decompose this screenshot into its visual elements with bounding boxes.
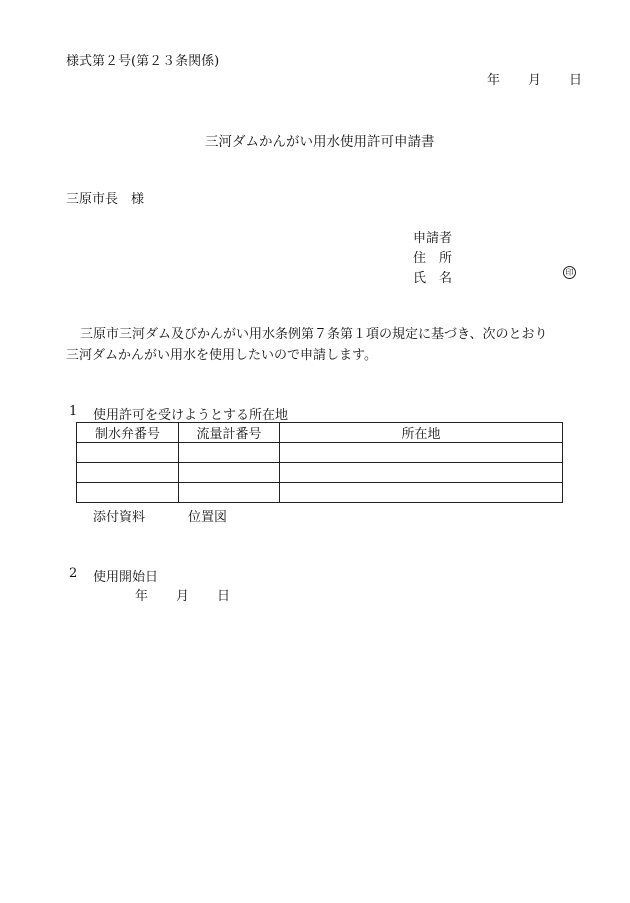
table-row (77, 463, 563, 483)
body-text-line-2: 三河ダムかんがい用水を使用したいので申請します。 (66, 348, 377, 363)
location-table (76, 422, 563, 503)
date-month: 月 (528, 73, 542, 88)
table-row (77, 483, 563, 503)
date-day: 日 (569, 73, 583, 88)
start-date-year: 年 (135, 589, 149, 604)
header-meter-number: 流量計番号 (179, 423, 280, 443)
addressee: 三原市長 様 (66, 192, 145, 207)
attachment-label: 添付資料 (93, 510, 146, 525)
attachment-value: 位置図 (188, 510, 228, 525)
address-label: 住 所 (413, 251, 453, 266)
valve-number-cell[interactable] (77, 483, 179, 503)
name-label: 氏 名 (413, 271, 453, 286)
valve-number-cell[interactable] (77, 443, 179, 463)
location-cell[interactable] (280, 483, 563, 503)
start-date-day: 日 (217, 589, 231, 604)
meter-number-cell[interactable] (179, 483, 280, 503)
table-row (77, 443, 563, 463)
location-cell[interactable] (280, 463, 563, 483)
valve-number-cell[interactable] (77, 463, 179, 483)
form-number: 様式第２号(第２３条関係) (66, 54, 220, 69)
body-text-line-1: 三原市三河ダム及びかんがい用水条例第７条第１項の規定に基づき、次のとおり (80, 327, 548, 342)
header-location: 所在地 (280, 423, 563, 443)
section2-title: 使用開始日 (93, 570, 159, 585)
section2-number: 2 (69, 566, 78, 581)
table-header-row (77, 423, 563, 443)
section1-title: 使用許可を受けようとする所在地 (93, 408, 289, 423)
header-valve-number: 制水弁番号 (77, 423, 179, 443)
section1-number: 1 (69, 404, 78, 419)
seal-icon: 印 (563, 266, 576, 279)
applicant-heading: 申請者 (413, 231, 453, 246)
meter-number-cell[interactable] (179, 443, 280, 463)
start-date-month: 月 (176, 589, 190, 604)
document-title: 三河ダムかんがい用水使用許可申請書 (205, 134, 435, 150)
location-cell[interactable] (280, 443, 563, 463)
date-year: 年 (487, 73, 501, 88)
meter-number-cell[interactable] (179, 463, 280, 483)
